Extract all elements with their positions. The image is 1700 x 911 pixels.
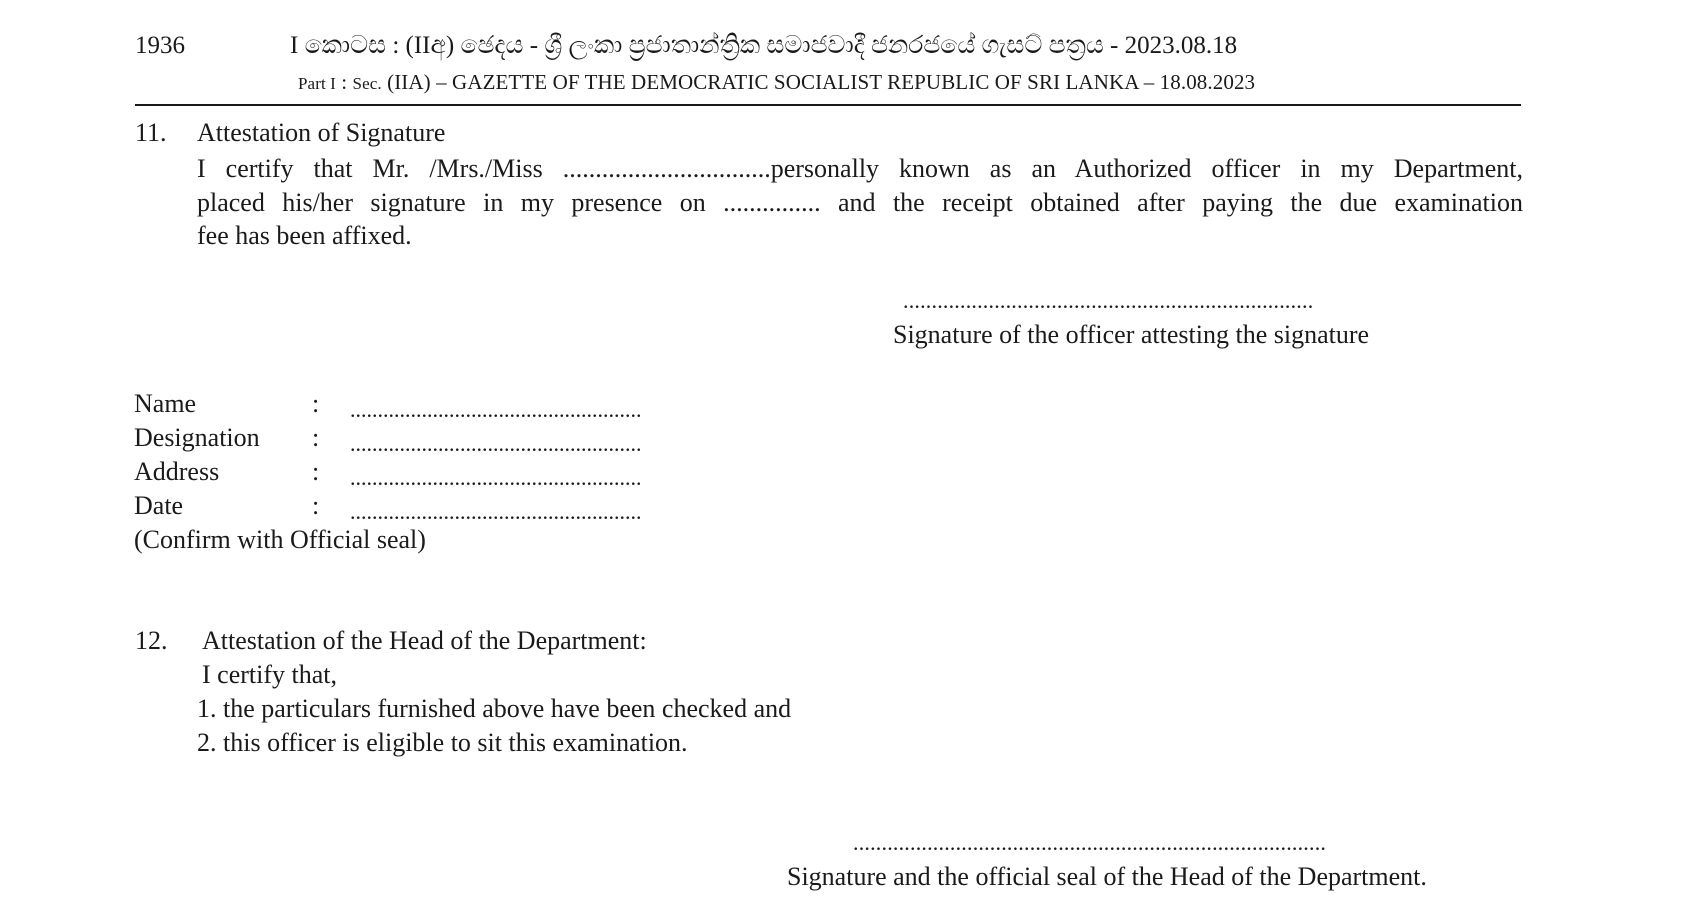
name-field-blank: .....................................................	[350, 397, 642, 422]
head-signature-line: ...................................................................................	[853, 830, 1327, 855]
section-12-title: Attestation of the Head of the Department:	[202, 626, 647, 655]
officer-signature-caption: Signature of the officer attesting the signature	[893, 320, 1370, 349]
section-11-paragraph	[197, 152, 1523, 253]
section-11-number: 11.	[135, 118, 167, 147]
designation-field-blank: .....................................................	[350, 431, 642, 456]
section-11-title: Attestation of Signature	[197, 118, 446, 147]
section-12-number: 12.	[135, 626, 168, 655]
page-number: 1936	[135, 32, 185, 59]
head-signature-caption: Signature and the official seal of the Head of the Department.	[787, 862, 1427, 891]
paragraph-line: I certify that Mr. /Mrs./Miss ................................personally known as an Authorized officer in my Department,	[197, 154, 1523, 183]
header-sec-label: Sec.	[352, 74, 382, 93]
address-label: Address	[134, 457, 220, 486]
section-12-item-2: 2. this officer is eligible to sit this examination.	[197, 728, 688, 757]
designation-colon: :	[312, 423, 320, 452]
confirm-seal-note: (Confirm with Official seal)	[134, 525, 426, 554]
section-12-item-1: 1. the particulars furnished above have been checked and	[197, 694, 792, 723]
section-12-certify: I certify that,	[202, 660, 337, 689]
designation-label: Designation	[134, 423, 260, 452]
header-divider	[135, 104, 1521, 106]
gazette-header-english: Part I : Sec. (IIA) – GAZETTE OF THE DEMOCRATIC SOCIALIST REPUBLIC OF SRI LANKA – 18.08.2023	[298, 70, 1256, 94]
date-colon: :	[312, 491, 320, 520]
name-label: Name	[134, 389, 197, 418]
address-colon: :	[312, 457, 320, 486]
date-label: Date	[134, 491, 184, 520]
header-part-label: Part I	[298, 74, 336, 93]
gazette-header-sinhala: I කොටස : (IIඅ) ඡෙදය - ශ්‍රී ලංකා ප්‍රජාතාන්ත්‍රික සමාජවාදී ජනරජයේ ගැසට් පත්‍රය - 2023.08.18	[290, 32, 1238, 59]
date-field-blank: .....................................................	[350, 499, 642, 524]
address-field-blank: .....................................................	[350, 465, 642, 490]
header-title: (IIA) – GAZETTE OF THE DEMOCRATIC SOCIALIST REPUBLIC OF SRI LANKA – 18.08.2023	[387, 70, 1256, 94]
officer-signature-line: ........................................................................	[903, 288, 1314, 313]
paragraph-line: fee has been affixed.	[197, 221, 412, 250]
paragraph-line: placed his/her signature in my presence on ............... and the receipt obtained after paying the due examination	[197, 187, 1523, 217]
name-colon: :	[312, 389, 320, 418]
